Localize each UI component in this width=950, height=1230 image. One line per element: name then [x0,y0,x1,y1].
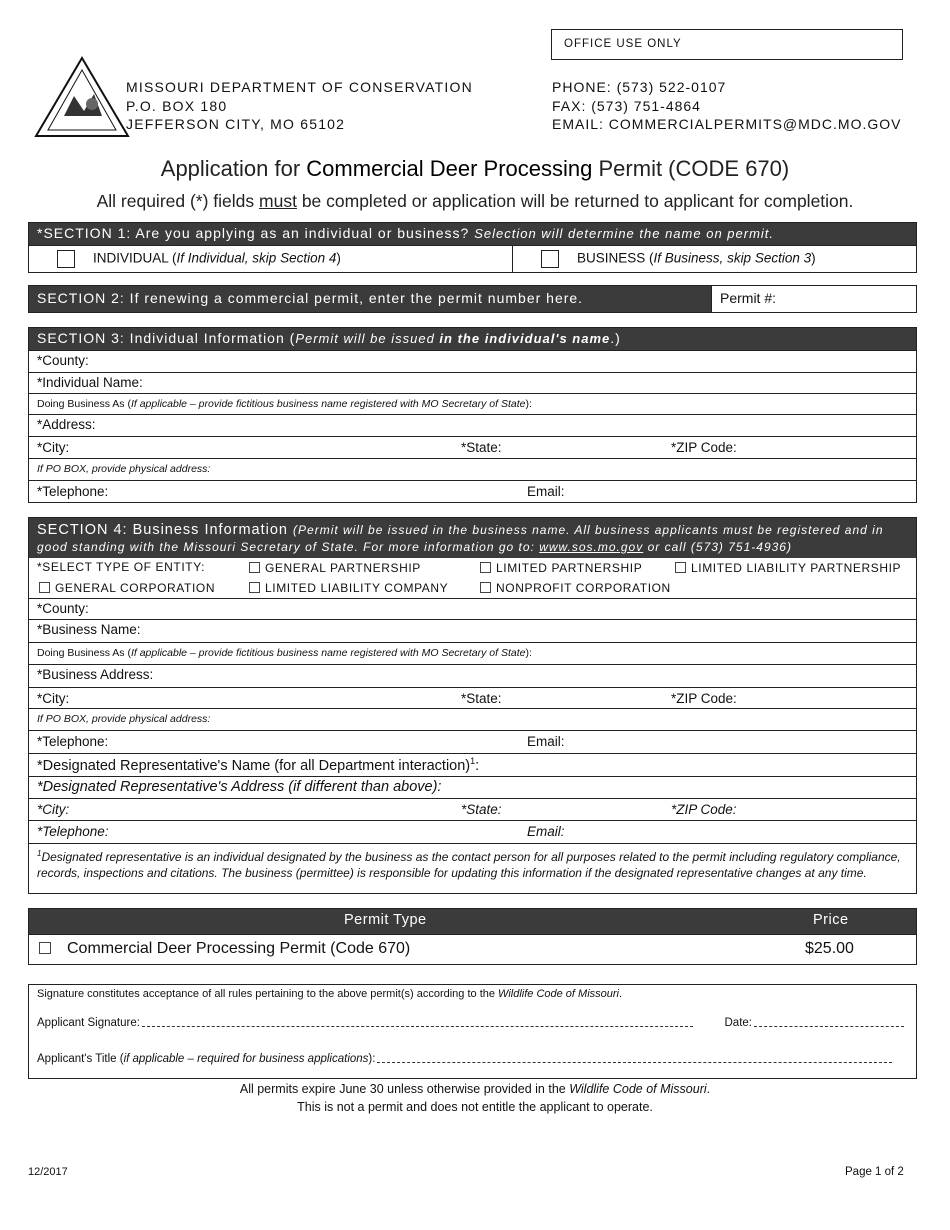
agency-name: MISSOURI DEPARTMENT OF CONSERVATION [126,79,473,95]
signature-acceptance: Signature constitutes acceptance of all rules pertaining to the above permit(s) according to the Wildlife Code of Missouri. [37,988,623,1000]
applicant-title-label: Applicant's Title (if applicable – required for business applications): [37,1053,376,1065]
fax: FAX: (573) 751-4864 [552,97,701,114]
agency-city: JEFFERSON CITY, MO 65102 [126,116,346,132]
rep-name-field[interactable]: *Designated Representative's Name (for all Department interaction)$^1$: [29,753,916,776]
city-field[interactable]: *City: [37,440,70,455]
agency-contact [552,78,901,134]
permit-number-field[interactable]: Permit #: [711,286,916,312]
business-option[interactable]: BUSINESS (If Business, skip Section 3) [541,250,816,268]
zip-field[interactable]: *ZIP Code: [671,440,737,455]
page-title: Application for Commercial Deer Processing Permit (CODE 670) [160,156,790,181]
business-address-field[interactable]: *Business Address: [29,664,916,687]
required-note: All required (*) fields must be completed or application will be returned to applicant for completion. [96,191,854,211]
office-use-box: OFFICE USE ONLY [551,29,903,60]
page-number: Page 1 of 2 [845,1166,904,1178]
business-state-field[interactable]: *State: [461,691,502,706]
mdc-logo [34,56,130,142]
expiry-note: All permits expire June 30 unless otherwise provided in the Wildlife Code of Missouri. [239,1082,711,1096]
email-field[interactable]: Email: [527,484,565,499]
state-field[interactable]: *State: [461,440,502,455]
address-field[interactable]: *Address: [29,414,916,436]
permit-price: $25.00 [805,940,854,957]
phone-email-row [29,480,916,503]
section-4-header: SECTION 4: Business Information (Permit will be issued in the business name. All business applicants must be registered and in good standing with the Missouri Secretary of State. For more information go to: www.sos.mo.gov or call (573) 751-4936) [29,518,916,558]
dba-field[interactable]: Doing Business As (If applicable – provide fictitious business name registered with MO Secretary of State): [29,393,916,414]
permit-row [29,934,916,964]
entity-general-partnership[interactable]: GENERAL PARTNERSHIP [249,561,421,575]
permit-table-header [29,909,916,934]
business-city-row [29,687,916,708]
sos-link[interactable]: www.sos.mo.gov [539,540,644,554]
entity-label: *SELECT TYPE OF ENTITY: [37,560,206,574]
applicant-type-row [29,245,916,273]
po-box-field[interactable]: If PO BOX, provide physical address: [29,458,916,480]
footnote: $^1$Designated representative is an individual designated by the business as the contact person for all purposes related to the permit including regulatory compliance, records, inspections and citations. The business (permittee) is responsible for updating this information if the designated representative changes at any time. [29,843,916,894]
title-row [29,1053,916,1065]
col-permit-type: Permit Type [344,912,427,928]
applicant-signature-label: Applicant Signature: [37,1017,140,1029]
rep-address-field[interactable]: *Designated Representative's Address (if different than above): [29,776,916,798]
section-2 [28,285,917,313]
individual-name-field[interactable]: *Individual Name: [29,372,916,393]
agency-address [126,78,473,134]
not-permit-note: This is not a permit and does not entitle the applicant to operate. [297,1100,653,1114]
entity-general-corporation[interactable]: GENERAL CORPORATION [39,581,215,595]
business-phone-row [29,730,916,753]
section-2-header: SECTION 2: If renewing a commercial permit, enter the permit number here. [29,286,711,312]
entity-llp[interactable]: LIMITED LIABILITY PARTNERSHIP [675,561,901,575]
business-checkbox[interactable] [541,250,559,268]
date-label: Date: [724,1017,752,1029]
entity-type-row [29,558,916,598]
agency-box: P.O. BOX 180 [126,97,228,114]
section-1 [28,222,917,273]
city-state-zip-row [29,436,916,458]
date-field[interactable] [754,1017,904,1027]
section-3-header: SECTION 3: Individual Information (Permit will be issued in the individual's name.) [29,328,916,350]
rep-city-field[interactable]: *City: [37,802,70,817]
rep-phone-row [29,820,916,843]
business-dba-field[interactable]: Doing Business As (If applicable – provide fictitious business name registered with MO Secretary of State): [29,642,916,664]
phone: PHONE: (573) 522-0107 [552,79,727,95]
entity-llc[interactable]: LIMITED LIABILITY COMPANY [249,581,448,595]
section-1-header: *SECTION 1: Are you applying as an individual or business? Selection will determine the name on permit. [29,223,916,245]
form-date: 12/2017 [28,1166,68,1178]
section-4 [28,517,917,894]
telephone-field[interactable]: *Telephone: [37,484,109,499]
individual-option[interactable]: INDIVIDUAL (If Individual, skip Section 4) [57,250,341,268]
business-city-field[interactable]: *City: [37,691,70,706]
rep-city-row [29,798,916,820]
signature-row [29,1017,916,1029]
applicant-signature-field[interactable] [142,1017,693,1027]
rep-telephone-field[interactable]: *Telephone: [37,824,109,839]
section-3 [28,327,917,503]
signature-box [28,984,917,1079]
col-price: Price [813,912,849,928]
entity-nonprofit[interactable]: NONPROFIT CORPORATION [480,581,671,595]
applicant-title-field[interactable] [377,1053,892,1063]
individual-checkbox[interactable] [57,250,75,268]
permit-option[interactable]: Commercial Deer Processing Permit (Code 670) [39,940,410,958]
business-po-field[interactable]: If PO BOX, provide physical address: [29,708,916,730]
entity-limited-partnership[interactable]: LIMITED PARTNERSHIP [480,561,642,575]
rep-zip-field[interactable]: *ZIP Code: [671,802,737,817]
business-name-field[interactable]: *Business Name: [29,619,916,642]
business-zip-field[interactable]: *ZIP Code: [671,691,737,706]
business-county-field[interactable]: *County: [29,598,916,619]
business-email-field[interactable]: Email: [527,734,565,749]
rep-email-field[interactable]: Email: [527,824,565,839]
rep-state-field[interactable]: *State: [461,802,502,817]
business-telephone-field[interactable]: *Telephone: [37,734,109,749]
permit-table [28,908,917,965]
email: EMAIL: COMMERCIALPERMITS@MDC.MO.GOV [552,116,902,132]
county-field[interactable]: *County: [29,350,916,372]
